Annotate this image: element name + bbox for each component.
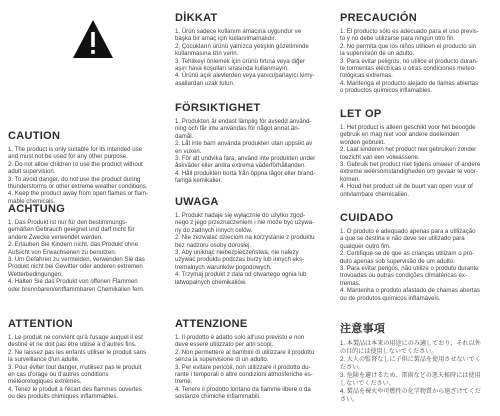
- section-heading: 注意事項: [340, 323, 386, 335]
- section-heading: LET OP: [340, 108, 382, 120]
- warning-triangle-icon: [71, 18, 115, 60]
- section-heading: ATTENZIONE: [175, 318, 248, 330]
- section-heading: CUIDADO: [340, 212, 394, 224]
- section-dikkat: [175, 12, 335, 87]
- section-uwaga: [175, 196, 335, 286]
- section-text: 1. Le produit ne convient qu'à l'usage auquel il est destiné et ne doit pas être utilisé à d'autres fins. 2. Ne laissez pas les enfants utiliser le produit sans la surveillance d'un adulte. 3. Pour éviter tout danger, n'utilisez pas le produit en cas d'orage ou d'autres conditions météorologiques extrêmes. 4. Tenez le produit à l'écart des flammes ouvertes ou des produits chimiques inflammables.: [8, 334, 147, 401]
- section-text: 1. Das Produkt ist nur für den bestimmungs- gemäßen Gebrauch geeignet und darf nicht für andere Zwecke verwendet werden. 2. Erlauben Sie Kindern nicht, das Produkt ohne Aufsicht von Erwachsenen zu benutzen. 3. Um Gefahren zu vermeiden, verwenden Sie das Produkt nicht bei Gewitter oder anderen extremen Wetterbedingungen. 4. Halten Sie das Produkt von offenen Flammen oder brennbaren/entflammbaren Chemikalien fern.: [8, 219, 145, 293]
- section-achtung: [8, 203, 168, 293]
- section-heading: ATTENTION: [8, 318, 73, 330]
- section-precaucion: [340, 12, 500, 95]
- section-text: 1. O produto é adequado apenas para a utilização a que se destina e não deve ser utilizado para qualquer outro fim. 2. Certifique-se de que as crianças utilizam o pro- duto apenas sob supervisão de um adulto. 3. Para evitar perigos, não utilize o produto durante trovoadas ou outras condições climatéricas ex- tremas. 4. Mantenha o produto afastado de chamas abertas ou de produtos químicos inflamáveis.: [340, 228, 480, 302]
- section-caution: [8, 130, 168, 205]
- section-japanese: [340, 320, 500, 404]
- section-text: 1. Het product is alleen geschikt voor het beoogde gebruik en mag niet voor andere doeleinden worden gebruikt. 2. Laat kinderen het product niet gebruiken zonder toezicht van een volwassene. 3. Gebruik het product niet tijdens onweer of andere extreme weersomstandigheden om gevaar te voor- komen. 4. Houd het product uit de buurt van open vuur of ontvlambare chemicaliën.: [340, 124, 481, 198]
- section-text: 1. Ürün sadece kullanım amacına uygundur ve başka bir amaç için kullanılmamalıdır. 2. Çocukların ürünü yalnızca yetişkin gözetiminde kullanmasına izin verin. 3. Tehlikeyi önlemek için ürünü fırtına veya diğer aşırı hava koşulları sırasında kullanmayın. 4. Ürünü açık alevlerden veya yanıcı/parlayıcı kimy- asallardan uzak tutun.: [175, 28, 315, 87]
- section-text: 1. Il prodotto è adatto solo all'uso previsto e non deve essere utilizzato per altri scopi. 2. Non permettere ai bambini di utilizzare il prodotto senza la supervisione di un adulto. 3. Per evitare pericoli, non utilizzare il prodotto du- rante i temporali o altre condizioni atmosferiche es- treme. 4. Tenere il prodotto lontano da fiamme libere o da sostanze chimiche infiammabili.: [175, 334, 315, 401]
- section-text: 1. Produkten är endast lämplig för avsedd använd- ning och får inte användas för något annat än- damål. 2. Låt inte barn använda produkten utan uppsikt av en vuxen. 3. För att undvika fara, använd inte produkten under åskväder eller andra extrema väderförhållanden. 4. Håll produkten borta från öppna lågor eller brand- farliga kemikalier.: [175, 118, 316, 185]
- section-heading: DİKKAT: [175, 12, 218, 24]
- section-cuidado: [340, 212, 500, 302]
- section-attention: [8, 318, 168, 401]
- section-text: 1. El producto sólo es adecuado para el uso previs- to y no debe utilizarse para ningún otro fin. 2. No permita que los niños utilicen el producto sin la supervisión de un adulto. 3. Para evitar peligros, no utilice el producto duran- te tormentas eléctricas u otras condiciones meteo- rológicas extremas. 4. Mantenga el producto alejado de llamas abiertas o productos químicos inflamables.: [340, 28, 479, 95]
- section-heading: PRECAUCIÓN: [340, 12, 417, 24]
- section-text: 1. Produkt nadaje się wyłącznie do użytku zgod- nego z jego przeznaczeniem i nie może być używa- ny do żadnych innych celów. 2. Nie zezwalać dzieciom na korzystanie z produktu bez nadzoru osoby dorosłej. 3. Aby uniknąć niebezpieczeństwa, nie należy używać produktu podczas burzy lub innych eks- tremalnych warunków pogodowych. 4. Trzymaj produkt z dala od otwartego ognia lub łatwopalnych chemikaliów.: [175, 212, 315, 286]
- section-heading: UWAGA: [175, 196, 219, 208]
- section-heading: ACHTUNG: [8, 203, 66, 215]
- section-text: 1. The product is only suitable for its intended use and must not be used for any other purpose. 2. Do not allow children to use the product without adult supervision. 3. To avoid danger, do not use the product during thunderstorms or other extreme weather conditions. 4. Keep the product away from open flames or flam- mable chemicals.: [8, 146, 149, 205]
- section-text: 1. 本製品は本来の用途にのみ適しており、それ以外 の目的には使用しないでください。 2. 大人の監督なしに子供に製品を使用させないでく ださい。 3. 危険を避けるため、雷雨などの悪天候時には使用 しないでください。 4. 製品を裸火や可燃性の化学物質から遠ざけてくだ さい。: [340, 340, 481, 403]
- section-forsiktighet: [175, 102, 335, 185]
- section-letop: [340, 108, 500, 198]
- section-heading: FÖRSIKTIGHET: [175, 102, 261, 114]
- section-attenzione: [175, 318, 335, 401]
- section-heading: CAUTION: [8, 130, 61, 142]
